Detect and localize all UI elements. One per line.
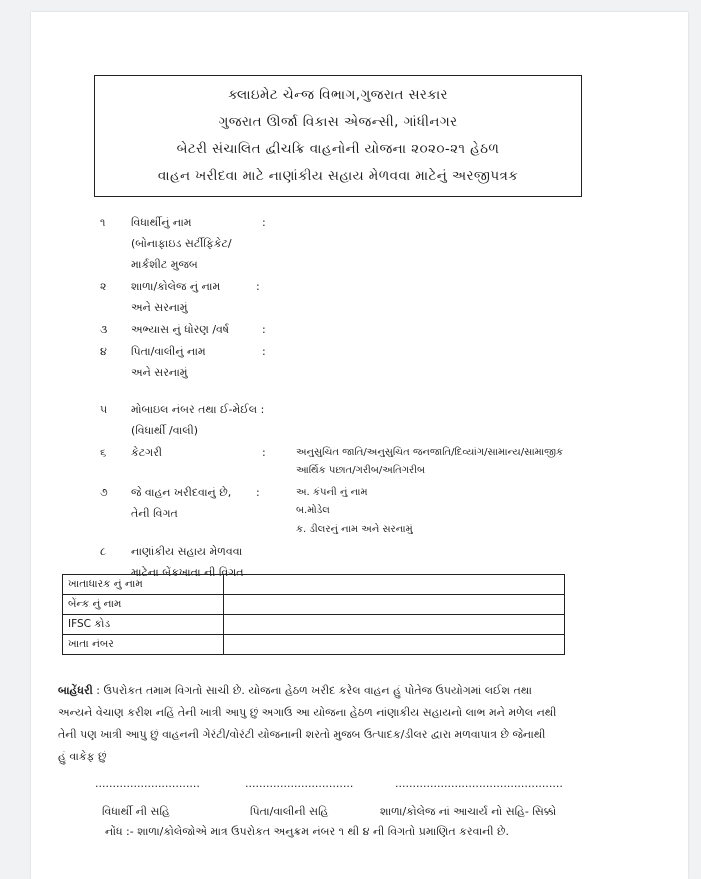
declaration-line-2: અન્યને વેચાણ કરીશ નહિં તેની ખાત્રી આપુ છું અગાઉ આ યોજના હેઠળ નાંણાકીય સહાયનો લાભ મને મળેલ નથી: [58, 706, 557, 719]
category-options-line2: આર્થિક પછાત/ગરીબ/અતિગરીબ: [296, 465, 426, 476]
footer-note: નોંધ :- શાળા/કોલેજોએ માત્ર ઉપરોકત અનુક્રમ નંબર ૧ થી ૪ ની વિગતો પ્રમાણિત કરવાની છે.: [105, 825, 510, 838]
student-signature-label: વિધાર્થી ની સહિ: [102, 805, 170, 818]
declaration-heading: બાહેંધરી: [58, 684, 93, 697]
field-1-colon: :: [262, 216, 266, 229]
account-number-label: ખાતા નંબર: [63, 635, 224, 655]
field-4-colon: :: [262, 345, 266, 358]
field-6-colon: :: [262, 446, 266, 459]
field-4-label: પિતા/વાલીનું નામ: [131, 345, 206, 358]
account-holder-value[interactable]: [224, 575, 565, 595]
field-7-label: જે વાહન ખરીદવાનું છે,: [131, 486, 232, 499]
field-4-number: ૪: [100, 345, 107, 358]
title-box: [94, 75, 582, 197]
table-row: [63, 635, 565, 655]
table-row: [63, 575, 565, 595]
account-number-value[interactable]: [224, 635, 565, 655]
ifsc-value[interactable]: [224, 615, 565, 635]
header-scheme: બેટરી સંચાલિત દ્વીચક્રિ વાહનોની યોજના ૨૦૨૦-૨૧ હેઠળ: [176, 141, 500, 157]
principal-signature-label: શાળા/કોલેજ નાં આચાર્ય નો સહિ- સિક્કો: [380, 805, 557, 818]
field-3-number: ૩: [100, 323, 108, 336]
field-5-sub1: (વિધાર્થી /વાલી): [131, 424, 199, 437]
bank-name-label: બેંન્ક નું નામ: [63, 595, 224, 615]
header-form-title: વાહન ખરીદવા માટે નાણાંકીય સહાય મેળવવા માટેનું અરજીપત્રક: [157, 168, 519, 184]
vehicle-model: બ.મોડેલ: [296, 505, 330, 516]
parent-signature-line: ...............................: [245, 777, 354, 790]
field-7-number: ૭: [100, 486, 108, 499]
field-6-number: ૬: [100, 446, 107, 459]
field-5-number: ૫: [100, 403, 108, 416]
principal-signature-line: ................................................: [395, 777, 563, 790]
category-options-line1: અનુસુચિત જાતિ/અનુસુચિત જનજાતિ/દિવ્યાંગ/સામાન્ય/સામાજીક: [296, 447, 564, 458]
account-holder-label: ખાતાધારક નું નામ: [63, 575, 224, 595]
student-signature-line: ..............................: [95, 777, 200, 790]
field-1-label: વિધાર્થીનું નામ: [131, 216, 192, 229]
declaration-line-3: તેની પણ ખાત્રી આપુ છું વાહનની ગેરંટી/વોરંટી યોજનાની શરતો મુજબ ઉત્પાદક/ડીલર દ્વારા મળવાપાત્ર છે જેનાથી: [58, 728, 546, 741]
field-8-sub1: માટેના બેંકખાતા ની વિગત: [131, 566, 244, 579]
field-1-number: ૧: [100, 216, 106, 229]
field-7-colon: :: [256, 486, 260, 499]
field-8-number: ૮: [100, 545, 107, 558]
parent-signature-label: પિતા/વાલીની સહિ: [250, 805, 329, 818]
field-8-label: નાણાંકીય સહાય મેળવવા: [131, 545, 243, 558]
ifsc-label: IFSC કોડ: [63, 615, 224, 635]
field-3-colon: :: [262, 323, 266, 336]
field-3-label: અભ્યાસ નું ધોરણ /વર્ષ: [131, 323, 230, 336]
table-row: [63, 595, 565, 615]
field-2-sub1: અને સરનામું: [131, 301, 188, 314]
declaration-line-1: [58, 684, 628, 698]
field-2-colon: :: [256, 280, 260, 293]
field-4-sub1: અને સરનામું: [131, 366, 188, 379]
vehicle-company: અ. કંપની નું નામ: [296, 487, 368, 498]
field-5-label: મોબાઇલ નંબર તથા ઈ-મેઈલ :: [131, 403, 265, 416]
field-2-label: શાળા/કોલેજ નું નામ: [131, 280, 221, 293]
bank-name-value[interactable]: [224, 595, 565, 615]
field-1-sub1: (બોનાફાઇડ સર્ટીફિકેટ/: [131, 237, 232, 250]
header-agency: ગુજરાત ઊર્જા વિકાસ એજન્સી, ગાંધીનગર: [218, 114, 458, 130]
table-row: [63, 615, 565, 635]
field-1-sub2: માર્કશીટ મુજબ: [131, 258, 198, 271]
vehicle-dealer: ક. ડીલરનું નામ અને સરનામું: [296, 524, 413, 535]
field-6-label: કેટગરી: [131, 446, 163, 459]
declaration-text-1: : ઉપરોકત તમામ વિગતો સાચી છે. યોજના હેઠળ ખરીદ કરેલ વાહન હું પોતેજ ઉપયોગમાં લઈશ તથા: [92, 684, 532, 697]
header-department: ક્લાઇમેટ ચેન્જ વિભાગ,ગુજરાત સરકાર: [228, 87, 448, 103]
field-2-number: ૨: [100, 280, 107, 293]
declaration-line-4: હું વાકેફ છું: [58, 750, 107, 763]
field-7-sub1: તેની વિગત: [131, 507, 178, 520]
bank-details-table: [62, 574, 565, 655]
